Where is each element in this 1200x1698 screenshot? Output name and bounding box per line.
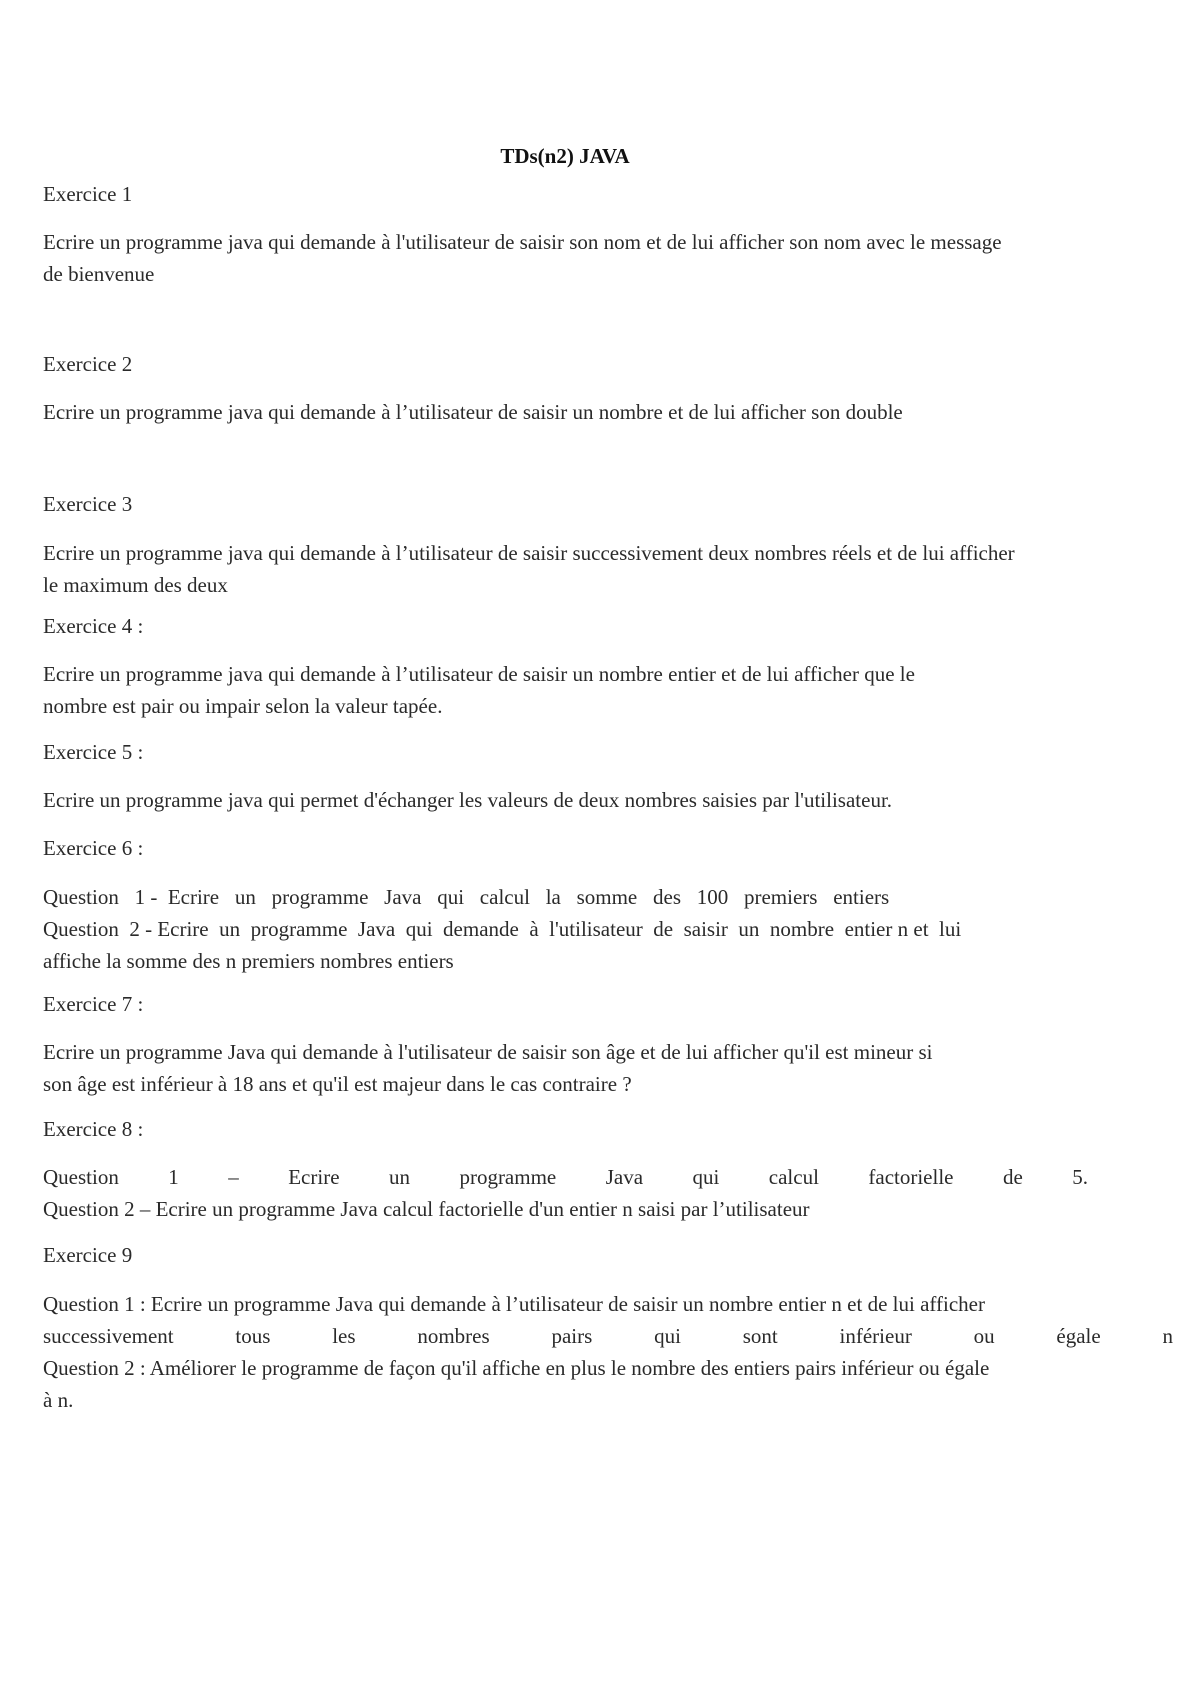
exercise-5-line-1: Ecrire un programme java qui permet d'échanger les valeurs de deux nombres saisies par l'utilisateur. — [43, 788, 893, 812]
exercise-7-line-2: son âge est inférieur à 18 ans et qu'il est majeur dans le cas contraire ? — [43, 1072, 632, 1096]
exercise-7-text — [43, 1036, 1088, 1100]
exercise-4-text — [43, 658, 1088, 722]
exercise-4-heading: Exercice 4 : — [43, 614, 144, 638]
exercise-9-line-1: Question 1 : Ecrire un programme Java qui demande à l’utilisateur de saisir un nombre entier n et de lui afficher — [43, 1292, 985, 1316]
exercise-1-heading: Exercice 1 — [43, 182, 133, 206]
exercise-9-text — [43, 1288, 1173, 1416]
exercise-1-text — [43, 226, 1173, 290]
exercise-8-line-2: Question 2 – Ecrire un programme Java calcul factorielle d'un entier n saisi par l’utilisateur — [43, 1197, 810, 1221]
exercise-1-line-1: Ecrire un programme java qui demande à l'utilisateur de saisir son nom et de lui afficher son nom avec le message — [43, 230, 1002, 254]
exercise-2-heading: Exercice 2 — [43, 352, 133, 376]
exercise-8-line-1: Question 1 – Ecrire un programme Java qui calcul factorielle de 5. — [43, 1165, 1088, 1189]
exercise-6-text — [43, 881, 1088, 977]
exercise-3-line-1: Ecrire un programme java qui demande à l’utilisateur de saisir successivement deux nombres réels et de lui afficher — [43, 541, 1015, 565]
exercise-9-heading: Exercice 9 — [43, 1243, 133, 1267]
exercise-4-line-1: Ecrire un programme java qui demande à l’utilisateur de saisir un nombre entier et de lui afficher que le — [43, 662, 915, 686]
exercise-8-heading: Exercice 8 : — [43, 1117, 144, 1141]
exercise-7-line-1: Ecrire un programme Java qui demande à l'utilisateur de saisir son âge et de lui afficher qu'il est mineur si — [43, 1040, 933, 1064]
exercise-3-line-2: le maximum des deux — [43, 573, 228, 597]
exercise-9-line-4: à n. — [43, 1388, 74, 1412]
exercise-5-text — [43, 784, 1173, 816]
exercise-6-line-2: Question 2 - Ecrire un programme Java qui demande à l'utilisateur de saisir un nombre entier n et lui — [43, 917, 962, 941]
exercise-7-heading: Exercice 7 : — [43, 992, 144, 1016]
document-title: TDs(n2) JAVA — [500, 144, 630, 168]
exercise-4-line-2: nombre est pair ou impair selon la valeur tapée. — [43, 694, 443, 718]
exercise-6-line-1: Question 1 - Ecrire un programme Java qui calcul la somme des 100 premiers entiers — [43, 885, 890, 909]
exercise-3-heading: Exercice 3 — [43, 492, 133, 516]
exercise-2-text — [43, 396, 1173, 428]
exercise-9-line-2: successivement tous les nombres pairs qui sont inférieur ou égale n — [43, 1324, 1173, 1348]
exercise-5-heading: Exercice 5 : — [43, 740, 144, 764]
exercise-9-line-3: Question 2 : Améliorer le programme de façon qu'il affiche en plus le nombre des entiers pairs inférieur ou égale — [43, 1356, 990, 1380]
exercise-3-text — [43, 537, 1173, 601]
exercise-6-heading: Exercice 6 : — [43, 836, 144, 860]
exercise-1-line-2: de bienvenue — [43, 262, 155, 286]
exercise-8-text — [43, 1161, 1088, 1225]
exercise-6-line-3: affiche la somme des n premiers nombres entiers — [43, 949, 454, 973]
exercise-2-line-1: Ecrire un programme java qui demande à l’utilisateur de saisir un nombre et de lui afficher son double — [43, 400, 903, 424]
